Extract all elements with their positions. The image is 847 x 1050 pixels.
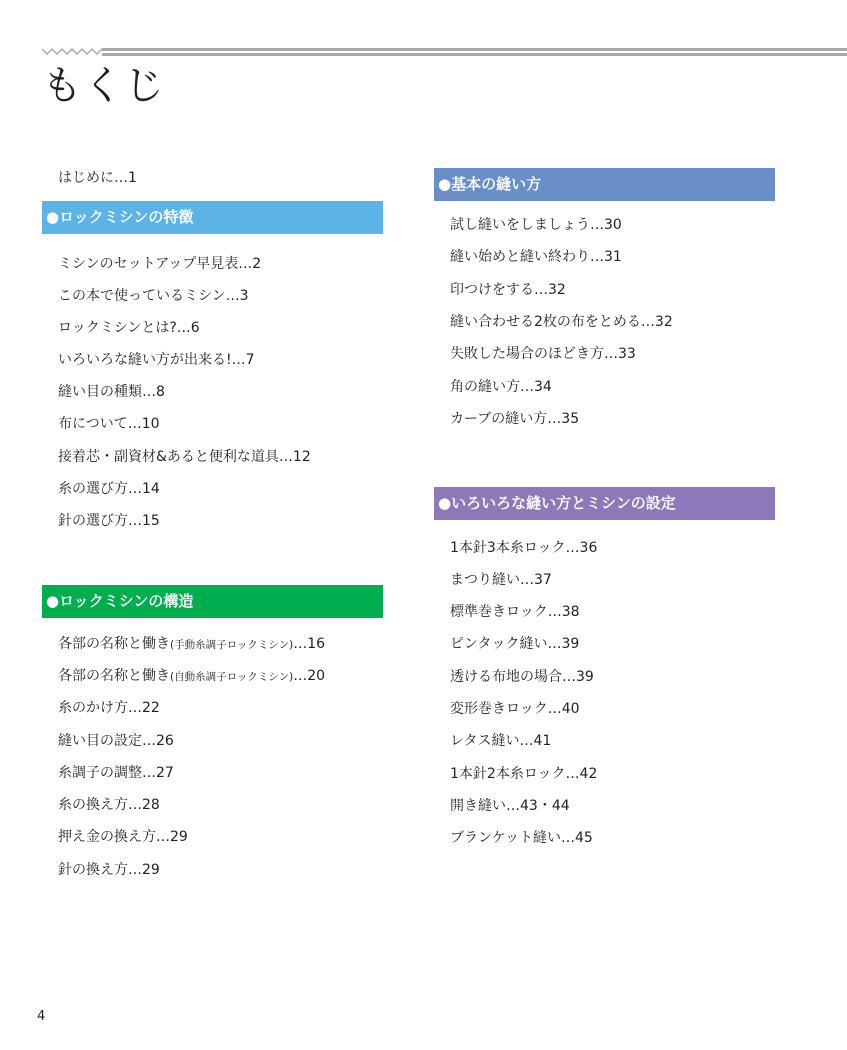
toc-entry[interactable]: 失敗した場合のほどき方…33 bbox=[450, 346, 636, 362]
header-rule-upper bbox=[102, 48, 847, 51]
section-header-basic: ●基本の縫い方 bbox=[434, 168, 775, 201]
toc-entry[interactable]: ピンタック縫い…39 bbox=[450, 636, 580, 652]
section-header-structure: ●ロックミシンの構造 bbox=[42, 585, 383, 618]
header-rule-lower bbox=[102, 53, 847, 56]
toc-entry[interactable]: ロックミシンとは?…6 bbox=[58, 320, 200, 336]
toc-entry[interactable]: 接着芯・副資材&あると便利な道具…12 bbox=[58, 449, 311, 465]
section-header-features: ●ロックミシンの特徴 bbox=[42, 201, 383, 234]
toc-entry[interactable]: 針の換え方…29 bbox=[58, 862, 160, 878]
entry-title: 各部の名称と働き bbox=[58, 636, 170, 652]
toc-entry[interactable]: 糸のかけ方…22 bbox=[58, 700, 160, 716]
toc-entry[interactable]: 透ける布地の場合…39 bbox=[450, 669, 594, 685]
toc-entry[interactable]: カーブの縫い方…35 bbox=[450, 411, 580, 427]
page-title: もくじ bbox=[42, 63, 165, 109]
toc-entry[interactable]: 標準巻きロック…38 bbox=[450, 604, 580, 620]
toc-entry-intro[interactable]: はじめに…1 bbox=[58, 170, 137, 186]
toc-entry[interactable]: 印つけをする…32 bbox=[450, 282, 566, 298]
toc-entry[interactable]: 変形巻きロック…40 bbox=[450, 701, 580, 717]
toc-entry[interactable]: 1本針2本糸ロック…42 bbox=[450, 766, 598, 782]
toc-entry[interactable]: ミシンのセットアップ早見表…2 bbox=[58, 256, 262, 272]
toc-entry[interactable] bbox=[58, 666, 325, 687]
entry-page: …16 bbox=[293, 636, 326, 652]
entry-page: …20 bbox=[293, 668, 326, 684]
toc-entry[interactable]: 縫い目の設定…26 bbox=[58, 733, 174, 749]
toc-entry[interactable]: この本で使っているミシン…3 bbox=[58, 288, 249, 304]
toc-entry[interactable]: ブランケット縫い…45 bbox=[450, 830, 593, 846]
toc-entry[interactable]: 縫い目の種類…8 bbox=[58, 384, 165, 400]
toc-entry[interactable]: 針の選び方…15 bbox=[58, 513, 160, 529]
toc-entry[interactable]: 押え金の換え方…29 bbox=[58, 829, 188, 845]
toc-entry[interactable]: 布について…10 bbox=[58, 416, 160, 432]
toc-entry[interactable]: 試し縫いをしましょう…30 bbox=[450, 217, 622, 233]
toc-entry[interactable]: 縫い合わせる2枚の布をとめる…32 bbox=[450, 314, 673, 330]
header-decoration bbox=[42, 46, 847, 58]
toc-entry[interactable] bbox=[58, 634, 325, 655]
toc-entry[interactable]: 糸の選び方…14 bbox=[58, 481, 160, 497]
toc-entry[interactable]: いろいろな縫い方が出来る!…7 bbox=[58, 352, 255, 368]
toc-entry[interactable]: 縫い始めと縫い終わり…31 bbox=[450, 249, 622, 265]
toc-entry[interactable]: 1本針3本糸ロック…36 bbox=[450, 540, 598, 556]
toc-entry[interactable]: 角の縫い方…34 bbox=[450, 379, 552, 395]
toc-entry[interactable]: 開き縫い…43・44 bbox=[450, 798, 570, 814]
entry-note: (手動糸調子ロックミシン) bbox=[170, 639, 294, 651]
toc-entry[interactable]: まつり縫い…37 bbox=[450, 572, 552, 588]
toc-entry[interactable]: 糸の換え方…28 bbox=[58, 797, 160, 813]
toc-entry[interactable]: レタス縫い…41 bbox=[450, 733, 552, 749]
page-number: 4 bbox=[37, 1009, 46, 1024]
entry-note: (自動糸調子ロックミシン) bbox=[170, 671, 294, 683]
section-header-settings: ●いろいろな縫い方とミシンの設定 bbox=[434, 487, 775, 520]
entry-title: 各部の名称と働き bbox=[58, 668, 170, 684]
zigzag-ornament bbox=[42, 49, 102, 54]
toc-entry[interactable]: 糸調子の調整…27 bbox=[58, 765, 174, 781]
